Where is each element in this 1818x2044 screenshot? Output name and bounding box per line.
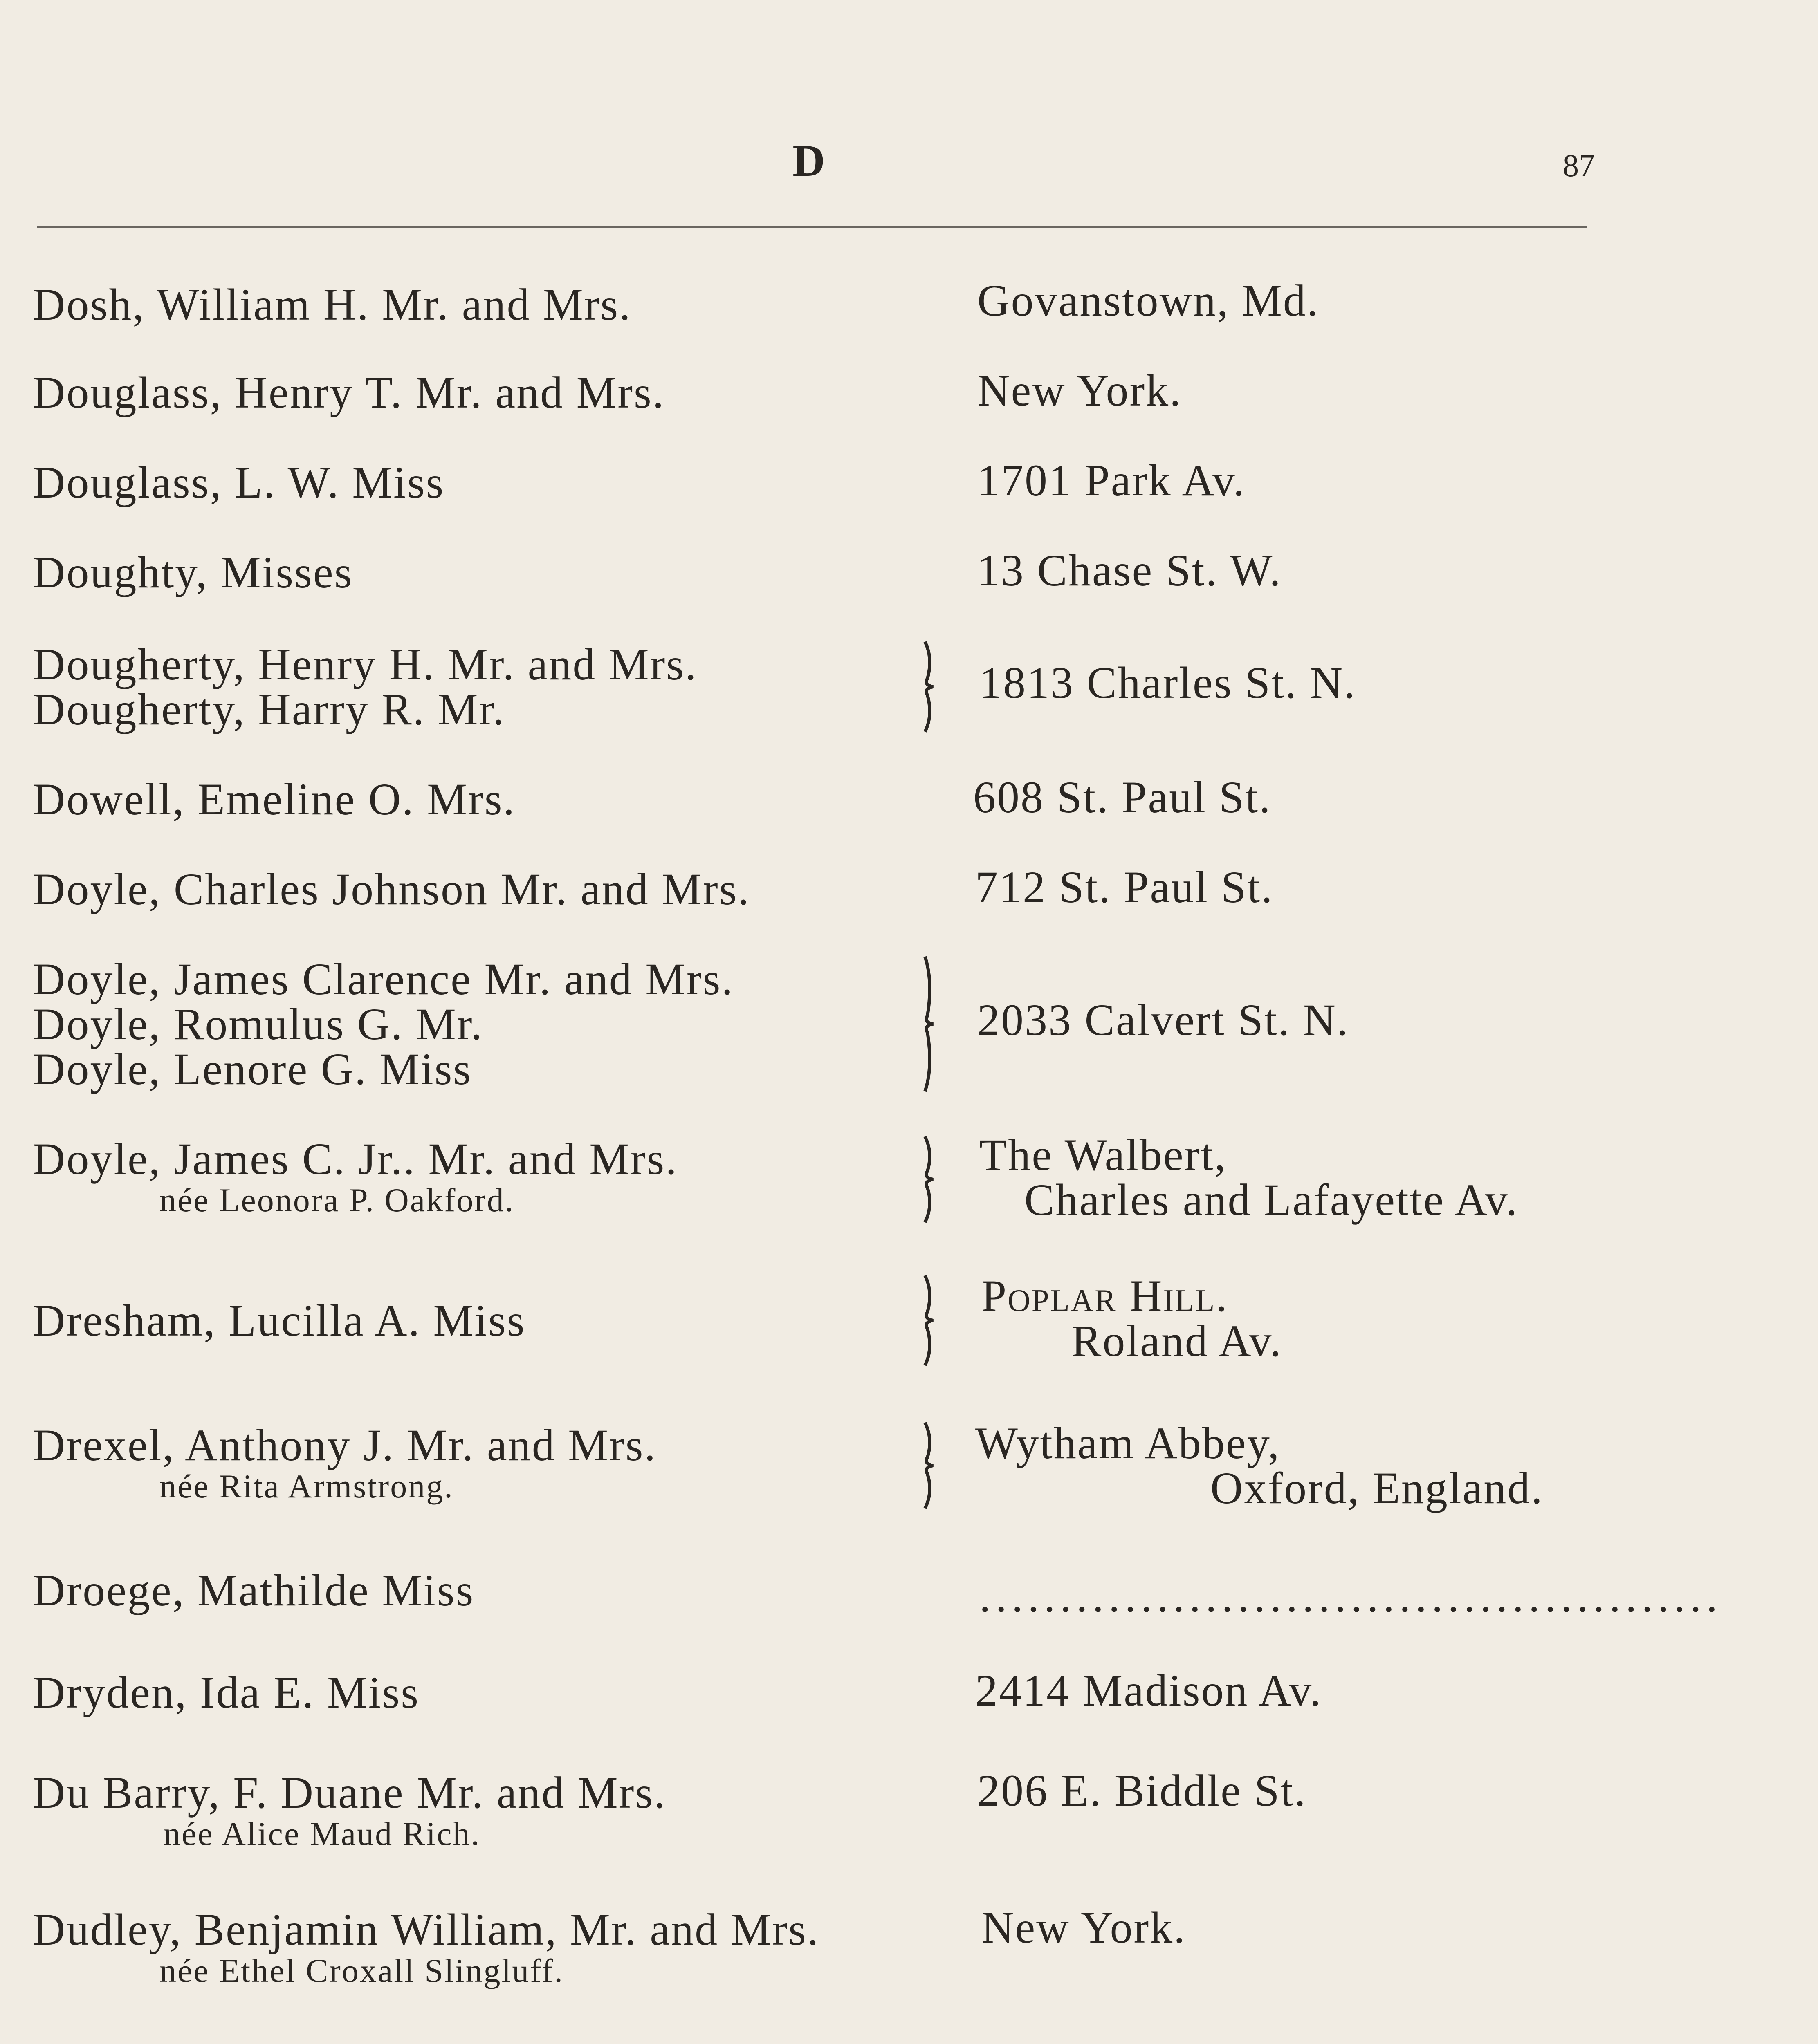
page-number: 87 [1563, 148, 1595, 183]
entry-address: 2033 Calvert St. N. [977, 995, 1349, 1045]
entry-name: Dougherty, Harry R. Mr. [33, 684, 505, 734]
entry-name: Dosh, William H. Mr. and Mrs. [33, 280, 632, 329]
entry-name: Doughty, Misses [33, 547, 353, 597]
entry-address: 206 E. Biddle St. [977, 1766, 1307, 1815]
entry-name: Doyle, Charles Johnson Mr. and Mrs. [33, 864, 750, 914]
entry-address: Charles and Lafayette Av. [1024, 1175, 1519, 1225]
entry-address: New York. [981, 1903, 1186, 1952]
entry-name: Douglass, Henry T. Mr. and Mrs. [33, 368, 665, 417]
entry-address: 1813 Charles St. N. [979, 658, 1356, 708]
entry-name: Douglass, L. W. Miss [33, 457, 445, 507]
maiden-name: née Rita Armstrong. [159, 1468, 454, 1505]
brace [916, 1423, 940, 1508]
entry-name: Doyle, Romulus G. Mr. [33, 999, 483, 1049]
entry-address: 2414 Madison Av. [975, 1665, 1322, 1715]
entry-address: Govanstown, Md. [977, 276, 1320, 325]
entry-name: Doyle, James Clarence Mr. and Mrs. [33, 954, 734, 1004]
section-letter: D [792, 136, 827, 186]
entry-address: 1701 Park Av. [977, 455, 1246, 505]
entry-name: Dudley, Benjamin William, Mr. and Mrs. [33, 1905, 820, 1954]
entry-name: Dougherty, Henry H. Mr. and Mrs. [33, 639, 698, 689]
maiden-name: née Alice Maud Rich. [164, 1815, 481, 1852]
entry-address: Roland Av. [1071, 1316, 1282, 1366]
entry-name: Dresham, Lucilla A. Miss [33, 1295, 526, 1345]
brace [916, 642, 940, 732]
entry-address: Wytham Abbey, [975, 1418, 1281, 1468]
brace [916, 1275, 940, 1365]
entry-name: Du Barry, F. Duane Mr. and Mrs. [33, 1768, 667, 1818]
entry-address: 608 St. Paul St. [973, 772, 1272, 822]
entry-name: Droege, Mathilde Miss [33, 1565, 475, 1615]
maiden-name: née Ethel Croxall Slingluff. [159, 1952, 564, 1989]
header-rule [37, 226, 1587, 228]
entry-address: Oxford, England. [1210, 1463, 1544, 1513]
entry-name: Drexel, Anthony J. Mr. and Mrs. [33, 1420, 657, 1470]
entry-address: Poplar Hill. [981, 1271, 1228, 1321]
maiden-name: née Leonora P. Oakford. [159, 1181, 515, 1219]
entry-name: Dryden, Ida E. Miss [33, 1667, 420, 1717]
entry-name: Dowell, Emeline O. Mrs. [33, 774, 516, 824]
entry-address: 13 Chase St. W. [977, 545, 1282, 595]
entry-address: 712 St. Paul St. [975, 862, 1274, 912]
brace [916, 1136, 940, 1222]
address-leader-dots: .............................................. [979, 1571, 1722, 1621]
entry-address: The Walbert, [979, 1130, 1227, 1180]
entry-address: New York. [977, 365, 1182, 415]
entry-name: Doyle, Lenore G. Miss [33, 1044, 472, 1094]
entry-name: Doyle, James C. Jr.. Mr. and Mrs. [33, 1134, 678, 1184]
brace [916, 957, 940, 1091]
